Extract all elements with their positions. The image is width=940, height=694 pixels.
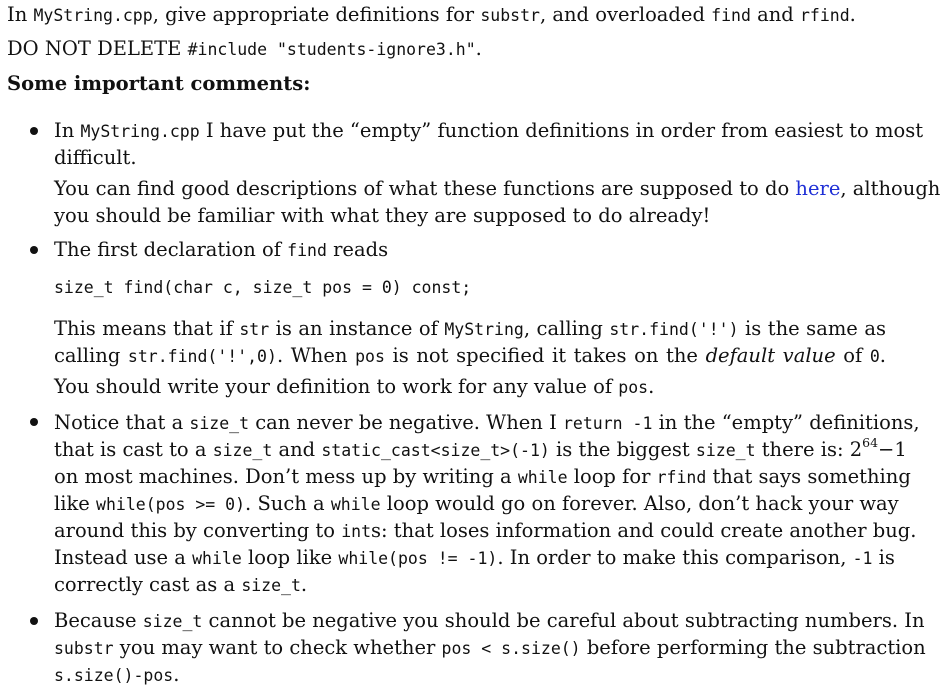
- code: size_t: [189, 414, 250, 433]
- text: that says something: [706, 465, 911, 488]
- bullet-icon: [30, 127, 38, 135]
- text: Because: [54, 609, 143, 632]
- code: return -1: [562, 414, 653, 433]
- text: DO NOT DELETE: [7, 37, 188, 60]
- text: This means that if: [54, 317, 240, 340]
- code: size_t: [212, 441, 273, 460]
- code: size_t: [142, 612, 203, 631]
- intro-line-1: [7, 1, 856, 29]
- bullet-icon: [30, 246, 38, 254]
- code-filename: MyString.cpp: [80, 122, 200, 141]
- code: -1: [852, 549, 873, 568]
- text: of: [835, 344, 870, 367]
- b1-line-1: [54, 117, 924, 145]
- code: size_t: [241, 576, 301, 595]
- text: on most machines. Don’t mess up by writing a: [54, 465, 518, 488]
- text: is an instance of: [269, 317, 445, 340]
- text: before performing the subtraction: [580, 636, 926, 659]
- text: and: [750, 3, 800, 26]
- text: In: [54, 119, 81, 142]
- text: like: [54, 492, 97, 515]
- code: int: [341, 522, 372, 541]
- text: loop like: [241, 546, 339, 569]
- text: −1: [878, 438, 907, 461]
- text: .: [648, 375, 655, 398]
- b1-line-2: difficult.: [54, 146, 137, 169]
- text: , calling: [523, 317, 610, 340]
- exponent: 64: [862, 434, 879, 450]
- code-find: find: [711, 6, 751, 25]
- text: You can find good descriptions of what these functions are supposed to do: [54, 177, 796, 200]
- text: , although: [840, 177, 940, 200]
- code: pos: [618, 378, 649, 397]
- b3-line-6: [54, 544, 895, 572]
- text: The first declaration of: [54, 238, 288, 261]
- text: there is: 2: [755, 438, 863, 461]
- code-rfind: rfind: [799, 6, 850, 25]
- text: that is cast to a: [54, 438, 213, 461]
- text: I have put the “empty” function definitions in order from easiest to most: [199, 119, 924, 142]
- text: cannot be negative you should be careful about subtracting numbers. In: [202, 609, 925, 632]
- code: while: [517, 468, 568, 487]
- emphasis: default value: [705, 344, 836, 367]
- text: is the same as: [738, 317, 886, 340]
- b1-line-4: you should be familiar with what they are supposed to do already!: [54, 204, 711, 227]
- text: is not specified it takes on the: [384, 344, 706, 367]
- text: you may want to check whether: [113, 636, 442, 659]
- b3-line-5: [54, 517, 917, 545]
- text: and: [272, 438, 322, 461]
- b3-line-1: [54, 409, 920, 437]
- bullet-icon: [30, 617, 38, 625]
- text: reads: [326, 238, 389, 261]
- bullet-icon: [30, 418, 38, 426]
- text: can never be negative. When I: [249, 411, 563, 434]
- b1-line-3: [54, 175, 940, 202]
- code: size_t: [695, 441, 756, 460]
- text: in the “empty” definitions,: [652, 411, 920, 434]
- code-declaration: size_t find(char c, size_t pos = 0) const;: [54, 278, 472, 297]
- text: loop would go on forever. Also, don’t hack your way: [380, 492, 899, 515]
- b4-line-3: [54, 661, 179, 689]
- code: rfind: [656, 468, 707, 487]
- b4-line-2: [54, 634, 926, 662]
- code: str.find('!',0): [127, 347, 277, 366]
- section-heading: Some important comments:: [7, 72, 311, 95]
- code-find: find: [287, 241, 327, 260]
- text: correctly cast as a: [54, 573, 242, 596]
- text: Instead use a: [54, 546, 193, 569]
- code-include: #include "students-ignore3.h": [187, 40, 476, 59]
- text: calling: [54, 344, 128, 367]
- text: Notice that a: [54, 411, 190, 434]
- text: , and overloaded: [539, 3, 712, 26]
- text: .: [300, 573, 308, 596]
- code-filename: MyString.cpp: [33, 6, 153, 25]
- text: You should write your definition to work for any value of: [54, 375, 619, 398]
- text: s: that loses information and could create another bug.: [371, 519, 917, 542]
- text: In: [7, 3, 34, 26]
- code: while(pos >= 0): [96, 495, 246, 514]
- b2-line-4: [54, 342, 886, 370]
- text: is the biggest: [549, 438, 696, 461]
- text: is: [872, 546, 895, 569]
- code: 0: [869, 347, 880, 366]
- code: MyString: [444, 320, 524, 339]
- text: .: [173, 663, 180, 686]
- code: substr: [54, 639, 114, 658]
- code: while: [330, 495, 381, 514]
- b3-line-3: [54, 463, 911, 491]
- text: loop for: [567, 465, 657, 488]
- code-substr: substr: [480, 6, 540, 25]
- b3-line-7: [54, 571, 307, 599]
- b2-line-3: [54, 315, 886, 343]
- code: static_cast<size_t>(-1): [321, 441, 550, 460]
- text: around this by converting to: [54, 519, 342, 542]
- code: str: [239, 320, 270, 339]
- b2-line-5: [54, 373, 654, 401]
- b4-line-1: [54, 607, 925, 635]
- text: . In order to make this comparison,: [497, 546, 853, 569]
- b2-line-1: [54, 236, 388, 264]
- intro-line-2: [7, 35, 482, 63]
- text: .: [849, 3, 856, 26]
- code: s.size()-pos: [54, 666, 174, 685]
- code: while(pos != -1): [338, 549, 498, 568]
- code: pos < s.size(): [441, 639, 581, 658]
- b3-line-2: [54, 434, 907, 464]
- code: while: [192, 549, 242, 568]
- text: .: [879, 344, 886, 367]
- here-link[interactable]: here: [795, 177, 841, 200]
- text: . When: [276, 344, 356, 367]
- code: pos: [355, 347, 385, 366]
- text: . Such a: [245, 492, 331, 515]
- text: , give appropriate definitions for: [152, 3, 481, 26]
- text: .: [475, 37, 482, 60]
- b3-line-4: [54, 490, 899, 518]
- code: str.find('!'): [609, 320, 739, 339]
